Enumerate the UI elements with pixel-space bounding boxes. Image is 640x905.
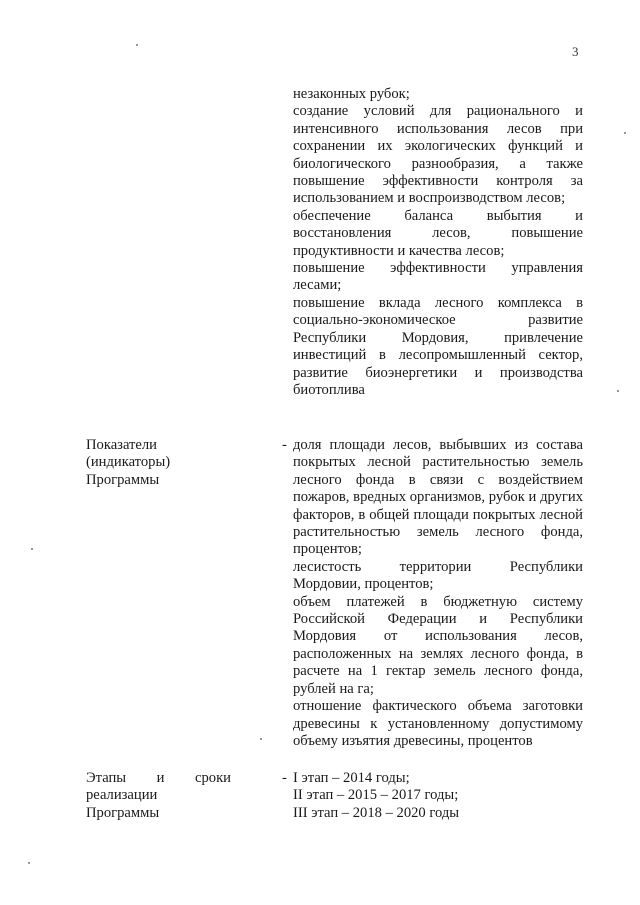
goal-item: незаконных рубок; bbox=[293, 86, 410, 102]
stages-list bbox=[293, 770, 583, 822]
dash-separator: - bbox=[282, 770, 287, 786]
goals-continuation bbox=[293, 86, 583, 399]
scan-speck bbox=[624, 132, 626, 134]
indicator-item: доля площади лесов, выбывших из состава покрытых лесной растительностью земель лесного фонда в связи с воздействием пожаров, вредных организмов, рубок и других факторов, в общей площади покрытых лесной растительностью земель лесного фонда, процентов; bbox=[293, 437, 583, 558]
indicator-item: объем платежей в бюджетную систему Российской Федерации и Республики Мордовия от использования лесов, расположенных на землях лесного фонда, в расчете на 1 гектар земель лесного фонда, рублей на га; bbox=[293, 593, 583, 697]
stage-item: III этап – 2018 – 2020 годы bbox=[293, 804, 460, 821]
indicators-label-line: (индикаторы) bbox=[86, 454, 171, 471]
goal-item: повышение эффективности управления лесами; bbox=[293, 260, 583, 294]
scan-speck bbox=[28, 862, 30, 864]
scan-speck bbox=[260, 738, 262, 740]
scan-speck bbox=[31, 548, 33, 550]
stages-label bbox=[86, 770, 261, 822]
stages-label-line: реализации bbox=[86, 787, 158, 804]
indicators-label bbox=[86, 437, 261, 489]
scan-speck bbox=[617, 390, 619, 392]
indicators-label-line: Показатели bbox=[86, 437, 157, 453]
stages-label-line: Программы bbox=[86, 804, 160, 821]
page-number: 3 bbox=[572, 44, 579, 59]
indicator-item: лесистость территории Республики Мордовии, процентов; bbox=[293, 558, 583, 593]
goal-item: обеспечение баланса выбытия и восстановления лесов, повышение продуктивности и качества лесов; bbox=[293, 207, 583, 259]
indicators-label-line: Программы bbox=[86, 471, 160, 488]
dash-separator: - bbox=[282, 437, 287, 453]
goal-item: повышение вклада лесного комплекса в социально-экономическое развитие Республики Мордовия, привлечение инвестиций в лесопромышленный сектор, развитие биоэнергетики и производства биотоплива bbox=[293, 294, 583, 398]
goal-item: создание условий для рационального и интенсивного использования лесов при сохранении их экологических функций и биологического разнообразия, а также повышение эффективности контроля за использованием и воспроизводством лесов; bbox=[293, 103, 583, 207]
stage-item: II этап – 2015 – 2017 годы; bbox=[293, 787, 459, 804]
scan-speck bbox=[136, 44, 138, 46]
indicator-item: отношение фактического объема заготовки древесины к установленному допустимому объему изъятия древесины, процентов bbox=[293, 698, 583, 749]
stages-label-line: Этапы и сроки bbox=[86, 770, 231, 786]
stage-item: I этап – 2014 годы; bbox=[293, 770, 410, 786]
indicators-list bbox=[293, 437, 583, 750]
